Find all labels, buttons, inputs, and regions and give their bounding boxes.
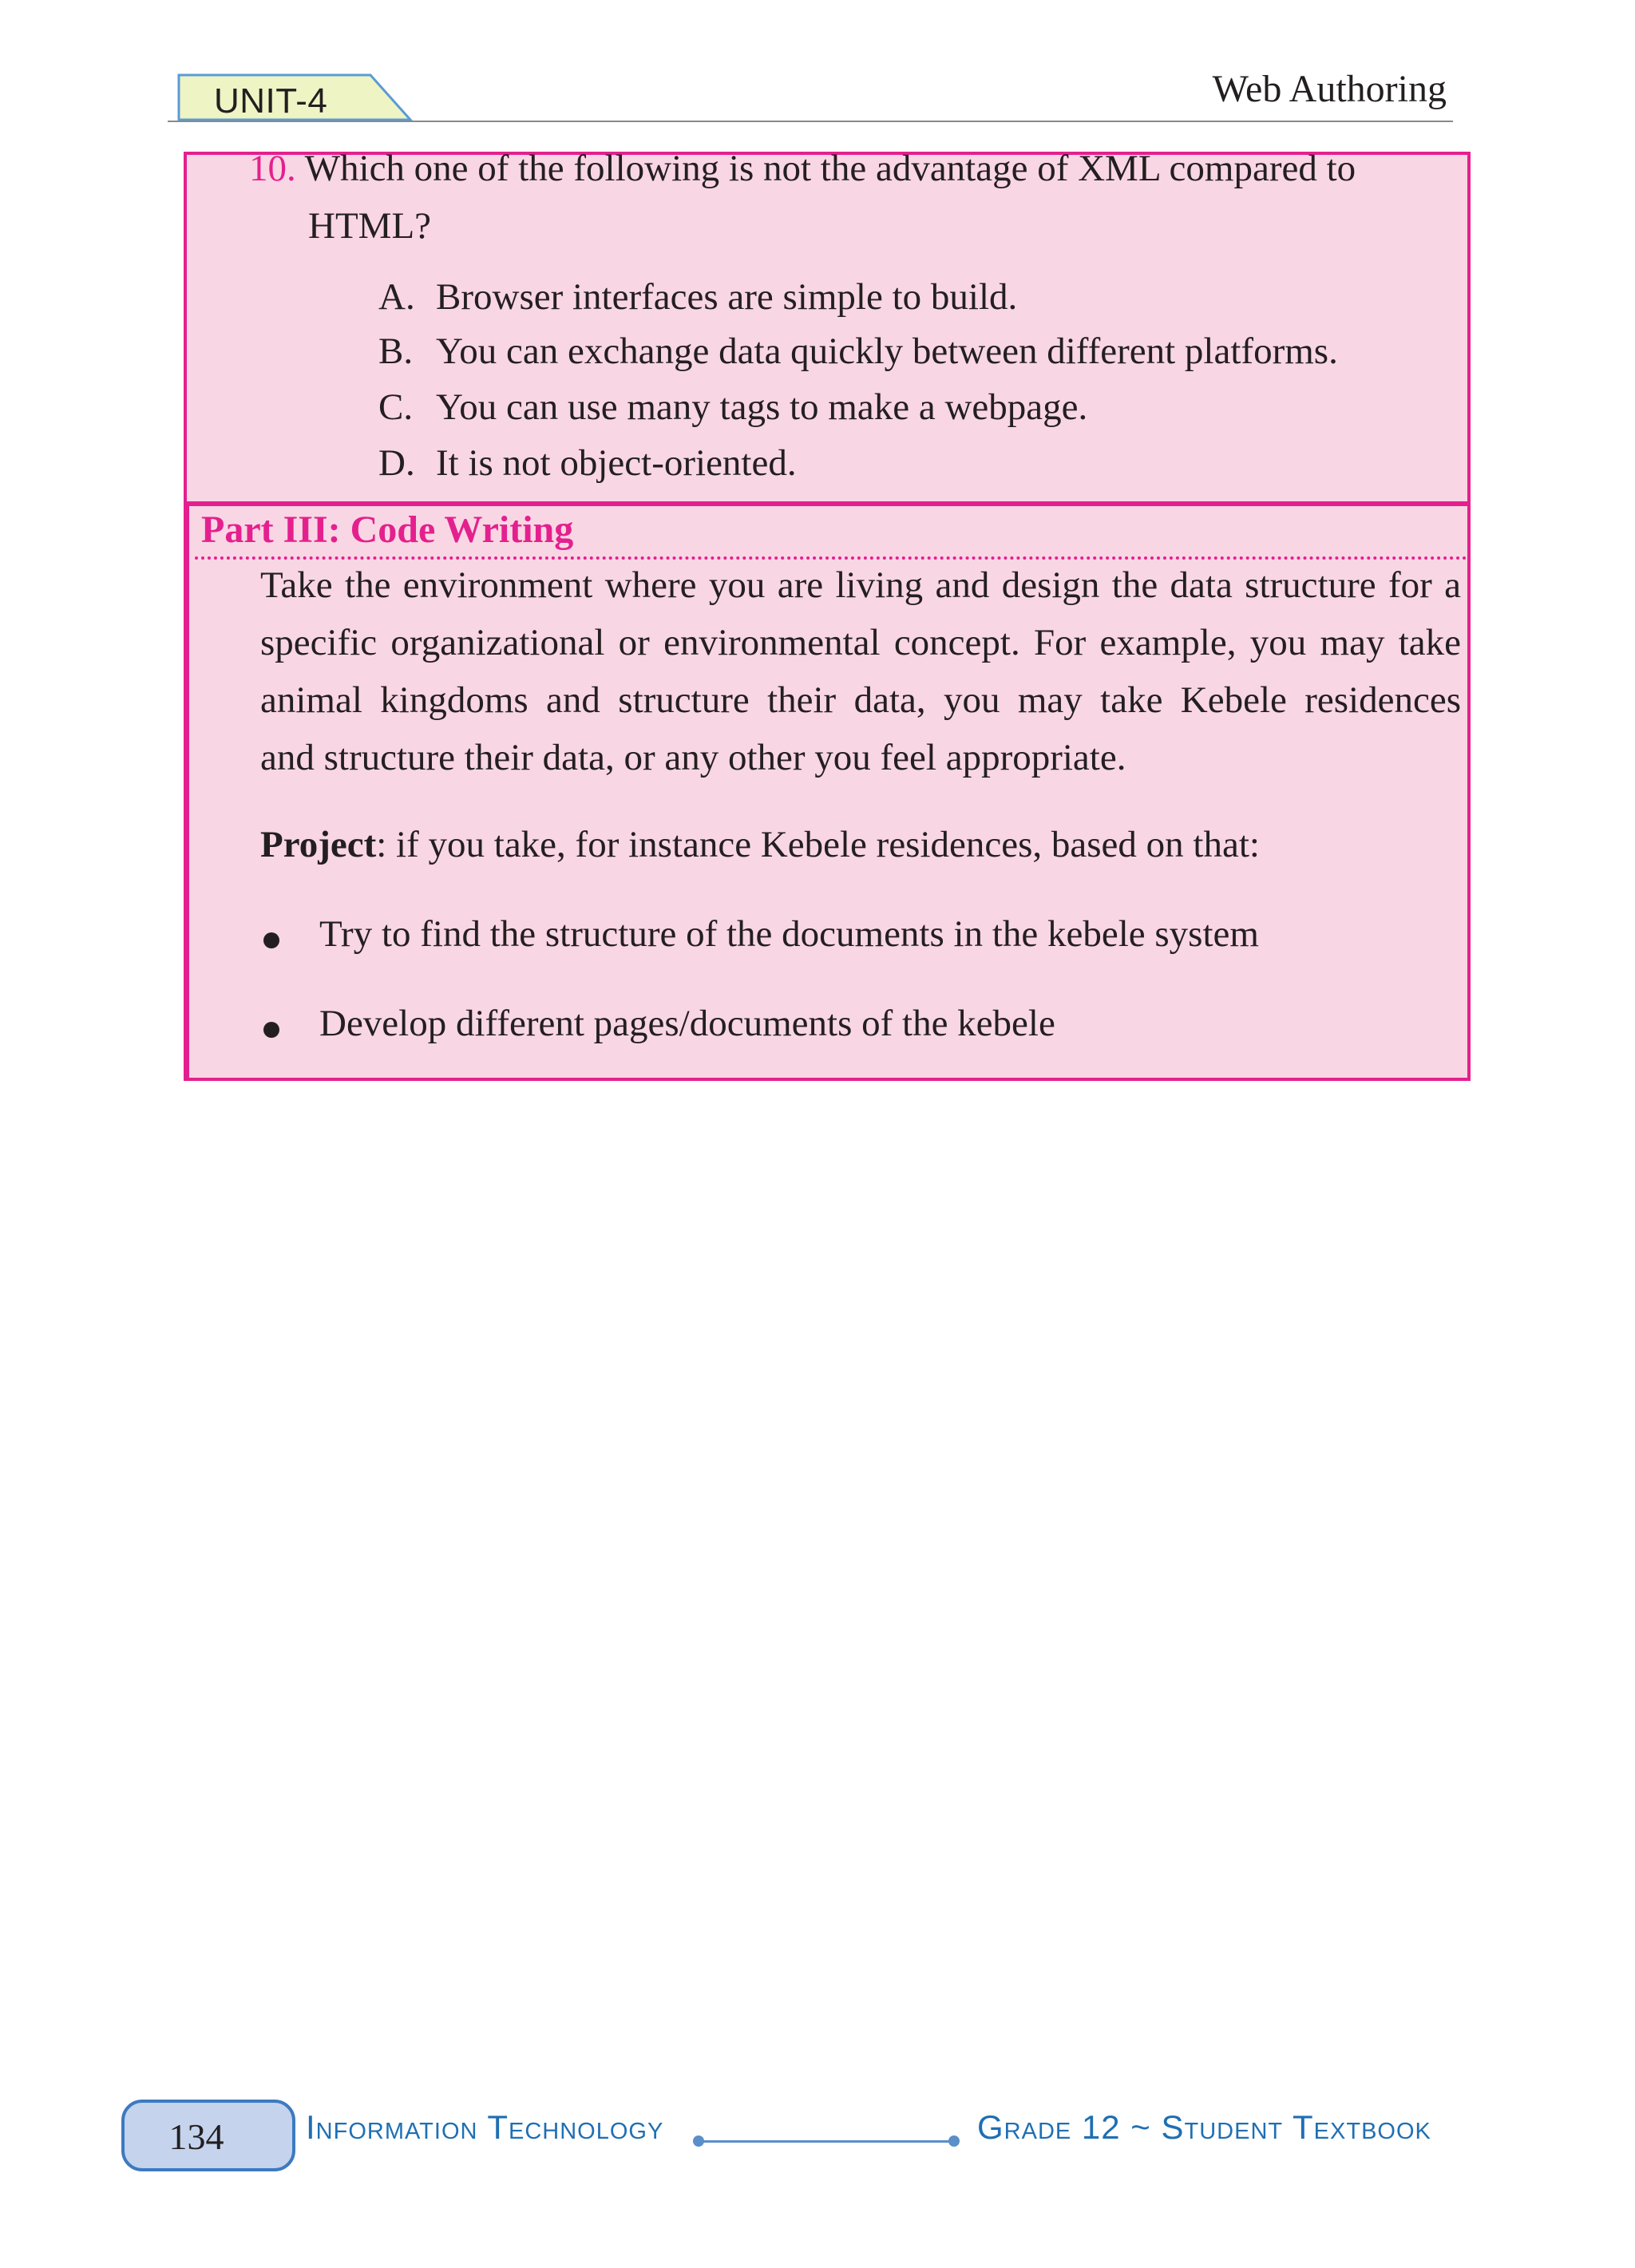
unit-tab (177, 73, 417, 126)
option-text: You can use many tags to make a webpage. (436, 386, 1088, 428)
bullet-item: Try to find the structure of the documents in the kebele system (319, 913, 1259, 955)
option-letter: A. (378, 276, 415, 318)
section-title: Part III: Code Writing (201, 509, 574, 551)
page-number-badge (121, 2100, 295, 2171)
option-text: It is not object-oriented. (436, 442, 797, 484)
option-d (378, 441, 797, 485)
question-number: 10. (249, 148, 296, 189)
header-rule (168, 121, 1453, 122)
unit-label: UNIT-4 (214, 81, 328, 121)
question-line-2: HTML? (308, 205, 432, 247)
bullet-icon (263, 932, 279, 948)
header-title: Web Authoring (1212, 68, 1447, 110)
footer-line-right-dot (948, 2135, 960, 2147)
page-number: 134 (168, 2116, 224, 2157)
paragraph-line: Take the environment where you are living and design the data structure for a (260, 564, 1461, 606)
option-letter: B. (378, 331, 414, 372)
option-c (378, 385, 1087, 429)
option-b (378, 329, 1338, 374)
paragraph-line: animal kingdoms and structure their data, you may take Kebele residences (260, 679, 1461, 721)
bullet-icon (263, 1022, 279, 1038)
project-line (260, 822, 1260, 867)
question-text-line1: Which one of the following is not the advantage of XML compared to (304, 148, 1356, 189)
question-line-1 (249, 146, 1356, 191)
project-text: : if you take, for instance Kebele residences, based on that: (376, 824, 1260, 865)
project-label: Project (260, 824, 377, 865)
paragraph-line: and structure their data, or any other you feel appropriate. (260, 737, 1126, 778)
dotted-divider (195, 556, 1467, 560)
footer-connector-line (698, 2140, 955, 2143)
paragraph-line: specific organizational or environmental concept. For example, you may take (260, 622, 1461, 663)
option-a (378, 275, 1017, 319)
code-writing-box-underline (184, 1075, 1471, 1081)
option-text: You can exchange data quickly between different platforms. (436, 331, 1338, 372)
option-letter: C. (378, 386, 414, 428)
option-text: Browser interfaces are simple to build. (436, 276, 1018, 318)
footer-grade-label: Grade 12 ~ Student Textbook (977, 2108, 1431, 2146)
footer-book-title: Information Technology (306, 2108, 664, 2146)
option-letter: D. (378, 442, 415, 484)
bullet-item: Develop different pages/documents of the kebele (319, 1003, 1055, 1044)
